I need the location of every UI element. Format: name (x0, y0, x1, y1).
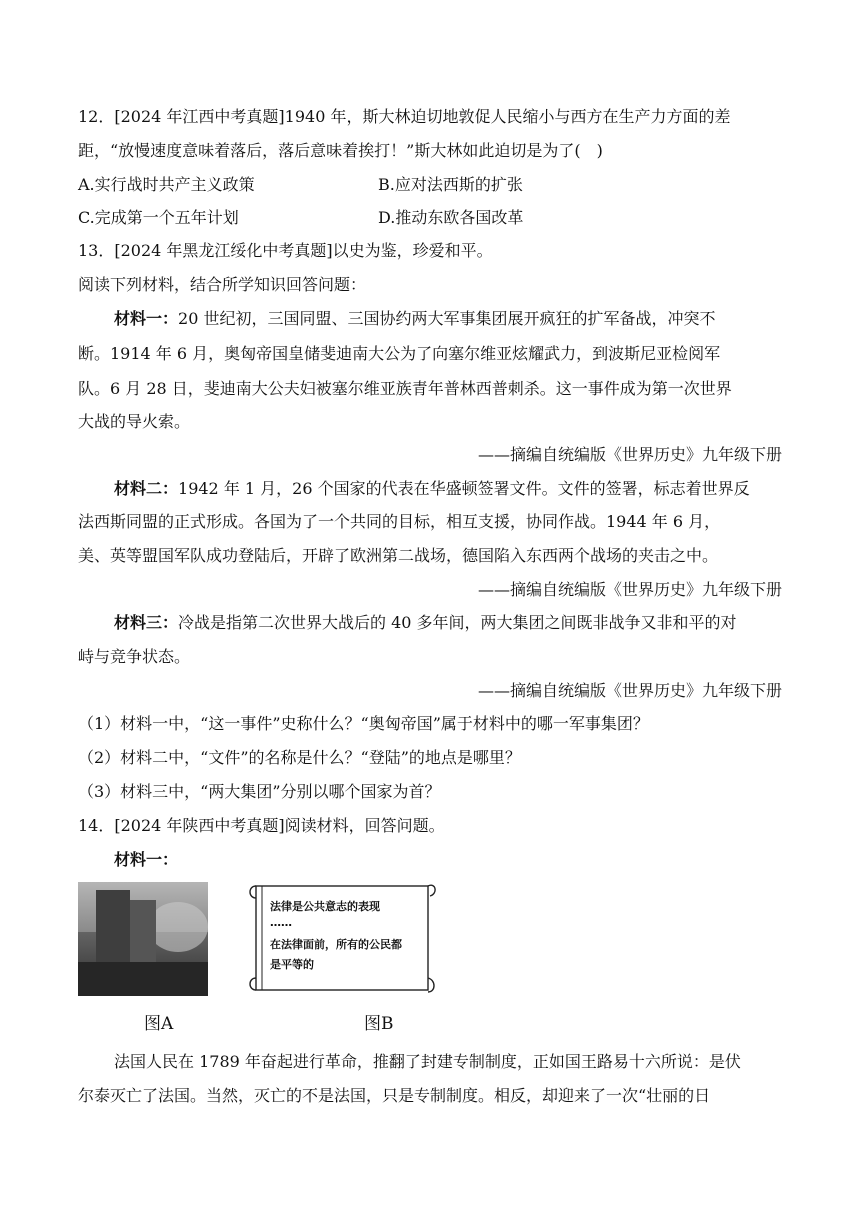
figure-a-caption: 图A (144, 1014, 174, 1034)
q13-material1-line1 (114, 308, 715, 330)
q13-subquestion-2: （2）材料二中，“文件”的名称是什么？“登陆”的地点是哪里？ (78, 748, 521, 767)
material3-label: 材料三： (114, 613, 179, 632)
q13-instruction: 阅读下列材料，结合所学知识回答问题： (78, 275, 367, 294)
q13-material2-source: ——摘编自统编版《世界历史》九年级下册 (477, 580, 782, 599)
scroll-text-line4: 是平等的 (270, 958, 314, 971)
q13-material2-line1 (114, 478, 750, 500)
material3-text: 冷战是指第二次世界大战后的 40 多年间，两大集团之间既非战争又非和平的对 (178, 613, 737, 632)
q13-subquestion-3: （3）材料三中，“两大集团”分别以哪个国家为首？ (78, 782, 441, 801)
scroll-text-line3: 在法律面前，所有的公民都 (270, 938, 402, 951)
q13-material3-line2: 峙与竞争状态。 (78, 647, 191, 666)
q14-material1-label: 材料一： (114, 850, 179, 869)
q12-option-a: A.实行战时共产主义政策 (78, 175, 255, 194)
q12-option-d: D.推动东欧各国改革 (378, 208, 524, 227)
q12-option-c: C.完成第一个五年计划 (78, 208, 239, 227)
material1-text: 20 世纪初，三国同盟、三国协约两大军事集团展开疯狂的扩军备战，冲突不 (178, 309, 716, 328)
q13-material1-line4: 大战的导火索。 (78, 412, 191, 431)
q13-material3-line1 (114, 612, 737, 634)
q14-title: 14．[2024 年陕西中考真题]阅读材料，回答问题。 (78, 816, 445, 835)
q13-material3-source: ——摘编自统编版《世界历史》九年级下册 (477, 681, 782, 700)
material1-label: 材料一： (114, 309, 179, 328)
scroll-text-line1: 法律是公共意志的表现 (270, 900, 380, 913)
q13-material2-line3: 美、英等盟国军队成功登陆后，开辟了欧洲第二战场，德国陷入东西两个战场的夹击之中。 (78, 546, 719, 565)
q13-subquestion-1: （1）材料一中，“这一事件”史称什么？“奥匈帝国”属于材料中的哪一军事集团？ (78, 714, 649, 733)
figure-b-caption: 图B (364, 1014, 394, 1034)
material2-label: 材料二： (114, 479, 179, 498)
q12-option-b: B.应对法西斯的扩张 (378, 175, 523, 194)
q13-title: 13．[2024 年黑龙江绥化中考真题]以史为鉴，珍爱和平。 (78, 241, 493, 260)
q13-material2-line2: 法西斯同盟的正式形成。各国为了一个共同的目标，相互支援，协同作战。1944 年 6 月， (78, 512, 721, 531)
q13-material1-line2: 断。1914 年 6 月，奥匈帝国皇储斐迪南大公为了向塞尔维亚炫耀武力，到波斯尼亚检阅军 (78, 344, 721, 363)
q14-paragraph-line1: 法国人民在 1789 年奋起进行革命，推翻了封建专制制度，正如国王路易十六所说：是伏 (114, 1052, 741, 1071)
q13-material1-line3: 队。6 月 28 日，斐迪南大公夫妇被塞尔维亚族青年普林西普刺杀。这一事件成为第一次世界 (78, 379, 732, 398)
q13-material1-source: ——摘编自统编版《世界历史》九年级下册 (477, 445, 782, 464)
scroll-text-line2: …… (270, 916, 292, 929)
q12-stem-line1: 12．[2024 年江西中考真题]1940 年，斯大林迫切地敦促人民缩小与西方在生产力方面的差 (78, 107, 731, 126)
q12-stem-line2: 距，“放慢速度意味着落后，落后意味着挨打！”斯大林如此迫切是为了( ) (78, 141, 603, 160)
figure-b-scroll-image (246, 880, 440, 1000)
material2-text: 1942 年 1 月，26 个国家的代表在华盛顿签署文件。文件的签署，标志着世界反 (178, 479, 750, 498)
q14-paragraph-line2: 尔泰灭亡了法国。当然，灭亡的不是法国，只是专制制度。相反，却迎来了一次“壮丽的日 (78, 1086, 711, 1105)
figure-a-bastille-image (78, 882, 208, 996)
